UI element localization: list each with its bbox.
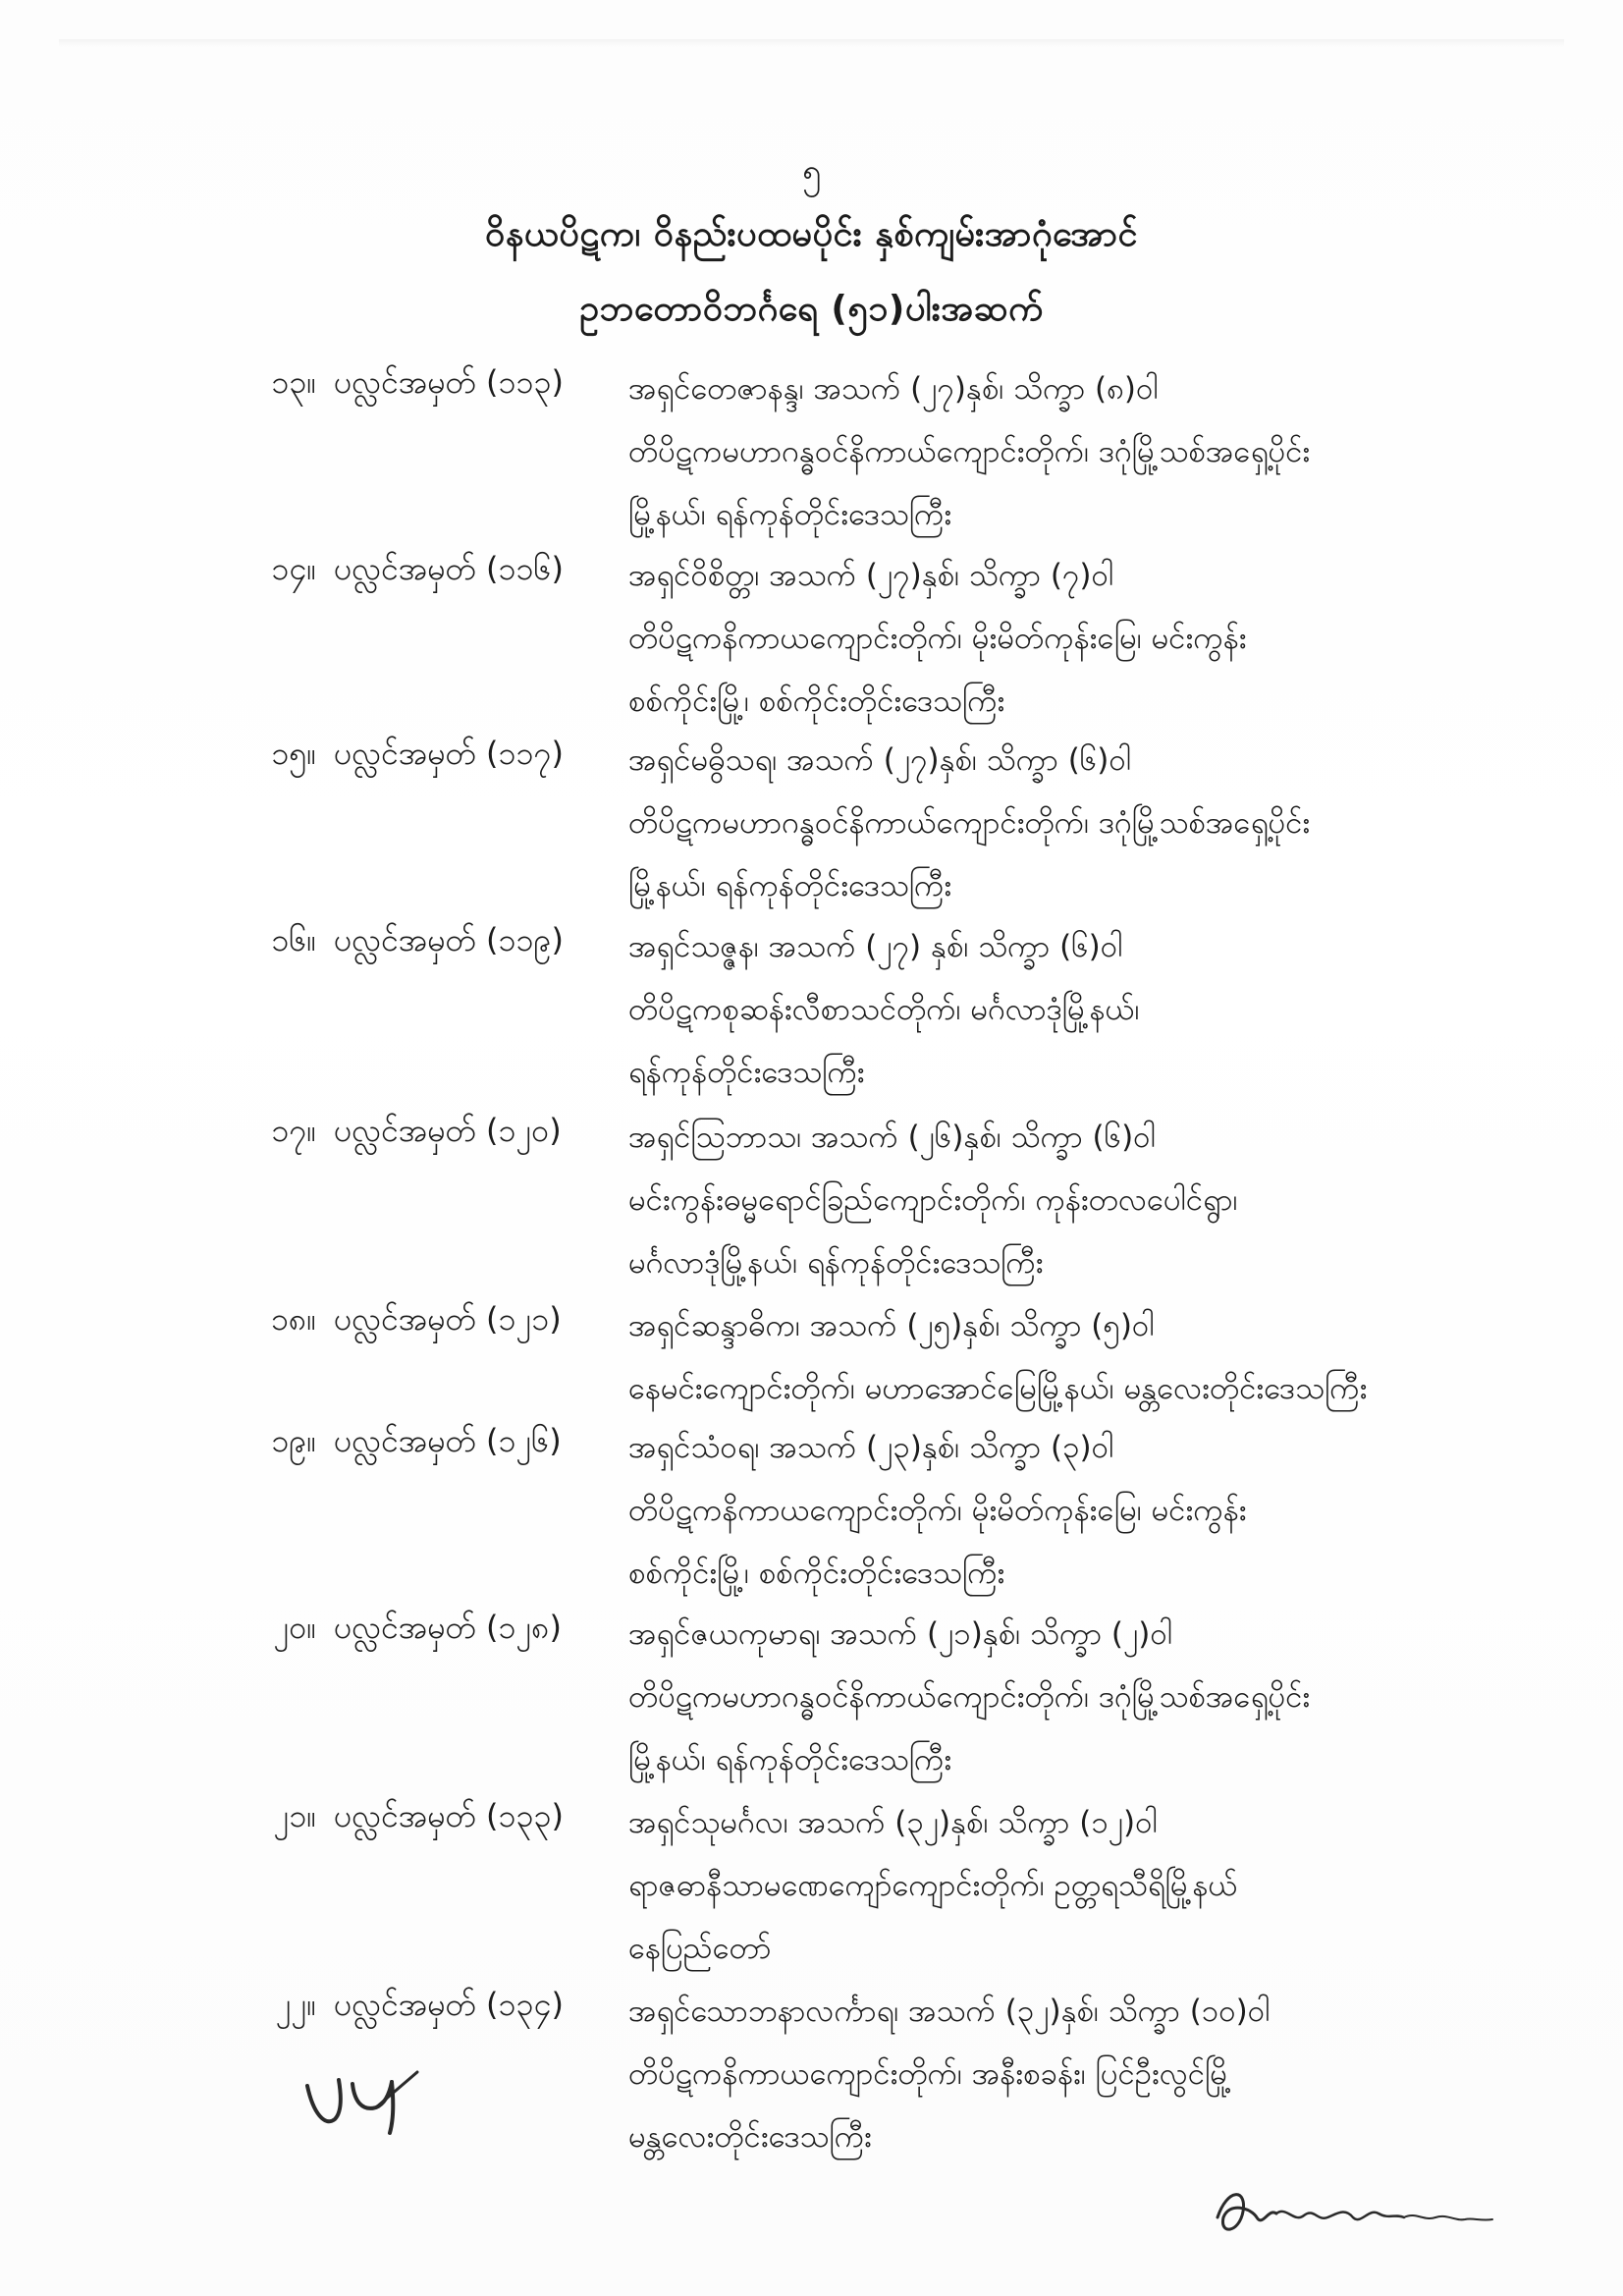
entry-line: မင်းကွန်းဓမ္မရောင်ခြည်ကျောင်းတိုက်၊ ကုန်းတလပေါင်ရွာ၊ <box>628 1182 1238 1218</box>
entry-details <box>628 1795 1453 1984</box>
entry-line: စစ်ကိုင်းမြို့၊ စစ်ကိုင်းတိုင်းဒေသကြီး <box>628 683 1005 719</box>
entry-number: ၁၉။ <box>271 1422 316 1459</box>
entry-line: အရှင်ဇယကုမာရ၊ အသက် (၂၁)နှစ်၊ သိက္ခာ (၂)ဝါ <box>628 1616 1173 1652</box>
entry-details <box>628 1110 1453 1298</box>
entry-line: အရှင်မဓွိသရ၊ အသက် (၂၇)နှစ်၊ သိက္ခာ (၆)ဝါ <box>628 742 1132 778</box>
entry-line: စစ်ကိုင်းမြို့၊ စစ်ကိုင်းတိုင်းဒေသကြီး <box>628 1556 1005 1591</box>
entry-number: ၁၃။ <box>271 363 316 401</box>
entry-number: ၂၁။ <box>273 1797 316 1834</box>
entry-line: ရာဇဓာနီသာမဏေကျော်ကျောင်းတိုက်၊ ဥတ္တရသီရိမြို့နယ် <box>628 1868 1238 1903</box>
entry-line: တိပိဋကနိကာယကျောင်းတိုက်၊ မိုးမိတ်ကုန်းမြေ၊ မင်းကွန်း <box>628 1493 1247 1528</box>
entry-number: ၁၄။ <box>271 550 316 587</box>
entry-seat-label: ပလ္လင်အမှတ် (၁၂၈) <box>334 1609 562 1646</box>
scan-edge-shadow <box>59 39 1564 47</box>
entry-line: အရှင်ဆန္ဒာဓိက၊ အသက် (၂၅)နှစ်၊ သိက္ခာ (၅)ဝါ <box>628 1308 1155 1343</box>
entry-line: တိပိဋကမဟာဂန္ဓဝင်နိကာယ်ကျောင်းတိုက်၊ ဒဂုံမြို့သစ်အရှေ့ပိုင်း <box>628 434 1311 469</box>
entry-number: ၁၇။ <box>271 1112 316 1149</box>
entry-line: အရှင်သုမင်္ဂလ၊ အသက် (၃၂)နှစ်၊ သိက္ခာ (၁၂)ဝါ <box>628 1805 1158 1840</box>
entry-line: တိပိဋကနိကာယကျောင်းတိုက်၊ အနီးစခန်း၊ ပြင်ဦးလွင်မြို့ <box>628 2056 1232 2092</box>
handwritten-signature <box>1208 2178 1502 2247</box>
document-title-line2: ဥဘတောဝိဘင်္ဂရေ (၅၁)ပါးအဆက် <box>579 289 1044 329</box>
entry-details <box>628 1420 1453 1609</box>
entry-line: တိပိဋကနိကာယကျောင်းတိုက်၊ မိုးမိတ်ကုန်းမြေ၊ မင်းကွန်း <box>628 621 1247 656</box>
entry-number: ၁၅။ <box>271 735 316 772</box>
entry-line: အရှင်သံဝရ၊ အသက် (၂၃)နှစ်၊ သိက္ခာ (၃)ဝါ <box>628 1430 1114 1465</box>
entry-details <box>628 1298 1453 1424</box>
entry-details <box>628 919 1453 1108</box>
entry-seat-label: ပလ္လင်အမှတ် (၁၁၉) <box>334 921 564 958</box>
entry-seat-label: ပလ္လင်အမှတ် (၁၁၃) <box>334 363 564 401</box>
entry-line: အရှင်ဝိစိတ္တ၊ အသက် (၂၇)နှစ်၊ သိက္ခာ (၇)ဝါ <box>628 558 1114 593</box>
entry-seat-label: ပလ္လင်အမှတ် (၁၁၆) <box>334 550 564 587</box>
entry-seat-label: ပလ္လင်အမှတ် (၁၂၁) <box>334 1300 562 1338</box>
entry-line: မင်္ဂလာဒုံမြို့နယ်၊ ရန်ကုန်တိုင်းဒေသကြီး <box>628 1245 1044 1281</box>
entry-details <box>628 548 1453 737</box>
entry-details <box>628 1607 1453 1795</box>
entry-line: အရှင်ဩဘာသ၊ အသက် (၂၆)နှစ်၊ သိက္ခာ (၆)ဝါ <box>628 1120 1156 1155</box>
entry-line: မြို့နယ်၊ ရန်ကုန်တိုင်းဒေသကြီး <box>628 868 952 903</box>
entry-line: မန္တလေးတိုင်းဒေသကြီး <box>628 2119 872 2155</box>
handwritten-initials-mark <box>299 2062 437 2141</box>
page-number: ၅ <box>801 152 822 191</box>
entry-details <box>628 1984 1453 2172</box>
entry-seat-label: ပလ္လင်အမှတ် (၁၃၄) <box>334 1986 564 2023</box>
entry-line: ရန်ကုန်တိုင်းဒေသကြီး <box>628 1055 865 1090</box>
entry-details <box>628 361 1453 550</box>
entry-seat-label: ပလ္လင်အမှတ် (၁၁၇) <box>334 735 564 772</box>
entry-line: နေမင်းကျောင်းတိုက်၊ မဟာအောင်မြေမြို့နယ်၊ မန္တလေးတိုင်းဒေသကြီး <box>628 1371 1368 1406</box>
entry-details <box>628 733 1453 921</box>
entry-seat-label: ပလ္လင်အမှတ် (၁၂၆) <box>334 1422 562 1459</box>
entry-line: တိပိဋကမဟာဂန္ဓဝင်နိကာယ်ကျောင်းတိုက်၊ ဒဂုံမြို့သစ်အရှေ့ပိုင်း <box>628 805 1311 841</box>
entry-line: မြို့နယ်၊ ရန်ကုန်တိုင်းဒေသကြီး <box>628 1742 952 1777</box>
entry-number: ၂၂။ <box>275 1986 316 2023</box>
entry-number: ၂၀။ <box>273 1609 316 1646</box>
entry-line: နေပြည်တော် <box>628 1931 772 1966</box>
entry-seat-label: ပလ္လင်အမှတ် (၁၂၀) <box>334 1112 562 1149</box>
entry-line: တိပိဋကစုဆန်းလီစာသင်တိုက်၊ မင်္ဂလာဒုံမြို့နယ်၊ <box>628 992 1140 1027</box>
entry-number: ၁၆။ <box>271 921 316 958</box>
document-title-line1: ဝိနယပိဋက၊ ဝိနည်းပထမပိုင်း နှစ်ကျမ်းအာဂုံအောင် <box>485 214 1138 254</box>
entry-line: မြို့နယ်၊ ရန်ကုန်တိုင်းဒေသကြီး <box>628 497 952 532</box>
entry-line: အရှင်သောဘနာလင်္ကာရ၊ အသက် (၃၂)နှစ်၊ သိက္ခာ (၁၀)ဝါ <box>628 1994 1271 2029</box>
entry-line: အရှင်တေဇာနန္ဒ၊ အသက် (၂၇)နှစ်၊ သိက္ခာ (၈)ဝါ <box>628 371 1159 407</box>
entry-line: အရှင်သဇ္ဇန၊ အသက် (၂၇) နှစ်၊ သိက္ခာ (၆)ဝါ <box>628 929 1123 964</box>
entry-seat-label: ပလ္လင်အမှတ် (၁၃၃) <box>334 1797 564 1834</box>
entry-number: ၁၈။ <box>271 1300 316 1338</box>
entry-line: တိပိဋကမဟာဂန္ဓဝင်နိကာယ်ကျောင်းတိုက်၊ ဒဂုံမြို့သစ်အရှေ့ပိုင်း <box>628 1679 1311 1715</box>
